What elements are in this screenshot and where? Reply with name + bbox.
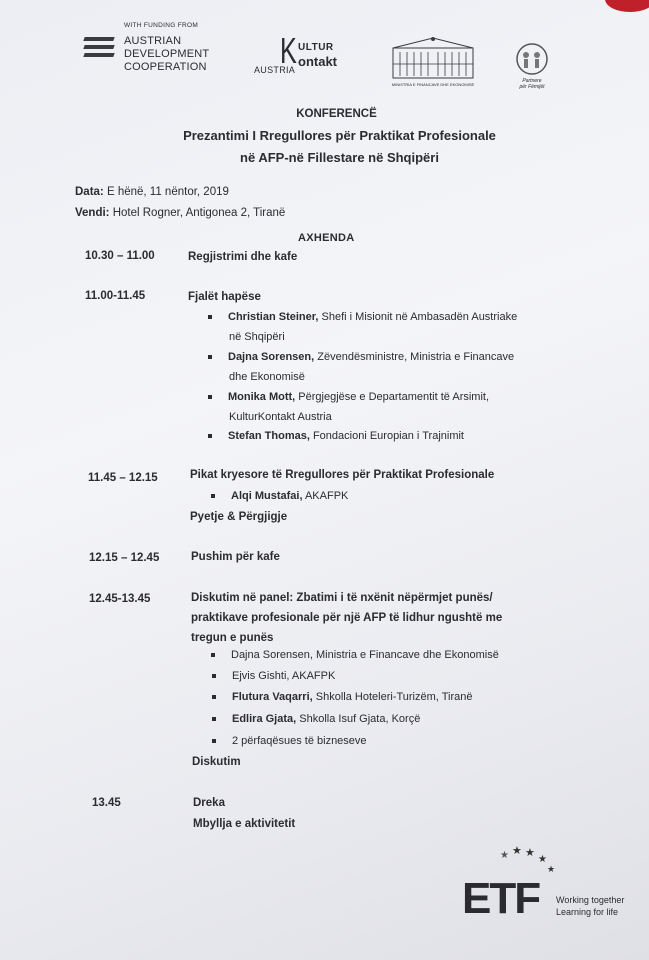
session3-title: Pikat kryesore të Rregullores për Praktikat Profesionale bbox=[190, 469, 495, 481]
speaker-item-cont: KulturKontakt Austria bbox=[229, 411, 332, 423]
session5-title-line3: tregun e punës bbox=[191, 632, 274, 644]
conference-label: KONFERENCË bbox=[296, 108, 377, 120]
ministry-logo bbox=[390, 34, 476, 92]
etf-tagline-2: Learning for life bbox=[556, 907, 619, 917]
title-line1: Prezantimi I Rregullores për Praktikat Profesionale bbox=[183, 128, 496, 143]
ada-line1: AUSTRIAN bbox=[124, 35, 182, 47]
speaker-item: Stefan Thomas, Fondacioni Europian i Trajnimit bbox=[228, 430, 464, 442]
svg-text:★: ★ bbox=[512, 845, 522, 857]
svg-text:★: ★ bbox=[547, 864, 556, 874]
session4-time: 12.15 – 12.45 bbox=[89, 552, 160, 564]
kk-austria: AUSTRIA bbox=[254, 65, 296, 75]
svg-text:★: ★ bbox=[500, 850, 509, 861]
etf-tagline-1: Working together bbox=[556, 895, 625, 905]
red-object bbox=[605, 0, 649, 12]
kk-kontakt: ontakt bbox=[298, 54, 337, 69]
ministry-caption: MINISTRIA E FINANCAVE DHE EKONOMISË bbox=[391, 82, 475, 87]
ada-name bbox=[124, 35, 209, 74]
partnere-family-icon bbox=[506, 40, 558, 78]
date-row bbox=[75, 186, 229, 198]
austria-flag-icon bbox=[84, 37, 114, 61]
logo-strip bbox=[0, 18, 649, 93]
session2-time: 11.00-11.45 bbox=[85, 290, 146, 302]
speaker-item: Christian Steiner, Shefi i Misionit në Ambasadën Austriake bbox=[228, 311, 517, 323]
speaker-item-cont: dhe Ekonomisë bbox=[229, 371, 305, 383]
partnere-caption bbox=[506, 78, 558, 90]
session5-discussion: Diskutim bbox=[192, 756, 241, 768]
partnere-line1: Partnere bbox=[522, 78, 542, 84]
agenda-heading: AXHENDA bbox=[298, 232, 355, 244]
etf-tagline bbox=[556, 894, 624, 918]
session2-title: Fjalët hapëse bbox=[188, 291, 261, 303]
ada-line2: DEVELOPMENT bbox=[124, 48, 210, 60]
panelist-item: Edlira Gjata, Shkolla Isuf Gjata, Korçë bbox=[232, 713, 420, 725]
session6-time: 13.45 bbox=[92, 797, 121, 809]
kk-kultur: ULTUR bbox=[298, 42, 334, 53]
etf-wordmark: ETF bbox=[462, 874, 540, 923]
speaker-item: Dajna Sorensen, Zëvendësministre, Ministria e Financave bbox=[228, 351, 514, 363]
session4-title: Pushim për kafe bbox=[191, 551, 280, 563]
session6-title-line1: Dreka bbox=[193, 797, 225, 809]
session1-time: 10.30 – 11.00 bbox=[85, 250, 155, 262]
session3-time: 11.45 – 12.15 bbox=[88, 472, 158, 484]
venue-value: Hotel Rogner, Antigonea 2, Tiranë bbox=[109, 207, 286, 219]
ada-line3: COOPERATION bbox=[124, 61, 207, 73]
session3-qa: Pyetje & Përgjigje bbox=[190, 511, 288, 523]
panelist-item: Dajna Sorensen, Ministria e Financave dhe Ekonomisë bbox=[231, 649, 499, 661]
kulturkontakt-logo bbox=[254, 30, 364, 90]
session5-title-line2: praktikave profesionale për një AFP të lidhur ngushtë me bbox=[191, 612, 503, 624]
date-label: Data: bbox=[75, 186, 104, 198]
session1-title: Regjistrimi dhe kafe bbox=[188, 251, 298, 263]
ministry-building-icon bbox=[390, 34, 476, 82]
venue-label: Vendi: bbox=[75, 207, 110, 219]
etf-logo bbox=[462, 842, 642, 927]
session5-time: 12.45-13.45 bbox=[89, 593, 151, 605]
kk-k-glyph: K bbox=[280, 30, 297, 71]
speaker-item: Monika Mott, Përgjegjëse e Departamentit të Arsimit, bbox=[228, 391, 489, 403]
session6-title-line2: Mbyllja e aktivitetit bbox=[193, 818, 296, 830]
svg-text:★: ★ bbox=[538, 854, 547, 865]
svg-text:★: ★ bbox=[525, 847, 535, 859]
session5-title-line1: Diskutim në panel: Zbatimi i të nxënit nëpërmjet punës/ bbox=[191, 592, 493, 604]
panelist-item: Ejvis Gishti, AKAFPK bbox=[232, 670, 335, 682]
speaker-item: Alqi Mustafai, AKAFPK bbox=[231, 490, 348, 502]
panelist-item: Flutura Vaqarri, Shkolla Hoteleri-Turizëm, Tiranë bbox=[232, 691, 472, 703]
partnere-line2: për Fëmijët bbox=[519, 84, 545, 90]
partnere-logo bbox=[506, 40, 558, 96]
date-value: E hënë, 11 nëntor, 2019 bbox=[103, 186, 229, 198]
funding-text: WITH FUNDING FROM bbox=[124, 22, 199, 29]
title-line2: në AFP-në Fillestare në Shqipëri bbox=[240, 150, 439, 165]
panelist-item: 2 përfaqësues të bizneseve bbox=[232, 735, 367, 747]
venue-row bbox=[75, 207, 285, 219]
speaker-item-cont: në Shqipëri bbox=[229, 331, 285, 343]
